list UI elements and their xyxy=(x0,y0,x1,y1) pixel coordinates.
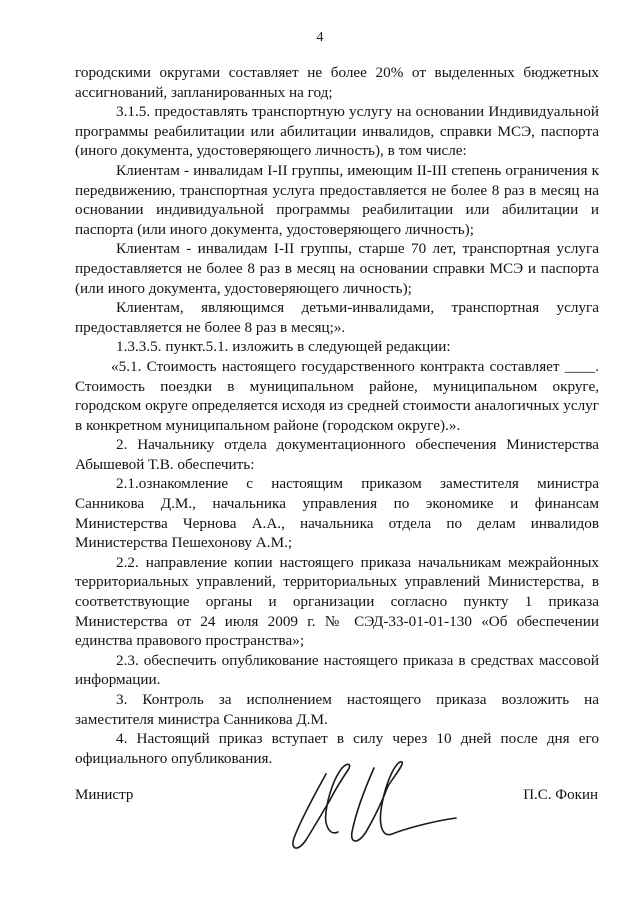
paragraph-clients-over-70: Клиентам - инвалидам I-II группы, старше 70 лет, транспортная услуга предоставляется не более 8 раз в месяц на основании справки МСЭ и паспорта (или иного документа, удостоверяющего личность); xyxy=(75,240,599,297)
handwritten-signature xyxy=(278,752,468,857)
paragraph-clients-group-restriction: Клиентам - инвалидам I-II группы, имеющим II-III степень ограничения к передвижению, транспортная услуга предоставляется не более 8 раз в месяц на основании индивидуальной программы реабилитации или абилитации и паспорта (или иного документа, удостоверяющего личность); xyxy=(75,161,599,238)
signer-name: П.С. Фокин xyxy=(523,787,598,803)
page-number: 4 xyxy=(316,30,324,45)
paragraph-4-effective: 4. Настоящий приказ вступает в силу через 10 дней после дня его официального опубликования. xyxy=(75,730,599,767)
paragraph-1-3-3-5: 1.3.3.5. пункт.5.1. изложить в следующей редакции: xyxy=(116,338,451,356)
paragraph-budget-continuation: городскими округами составляет не более 20% от выделенных бюджетных ассигнований, запланированных на год; xyxy=(75,64,599,101)
paragraph-5-1-contract-cost: «5.1. Стоимость настоящего государственного контракта составляет ____. Стоимость поездки в муниципальном районе, муниципальном округе, городском округе определяется исходя из средней стоимости аналогичных услуг в конкретном муниципальном районе (городском округе).». xyxy=(75,357,599,434)
paragraph-2-2-copies: 2.2. направление копии настоящего приказа начальникам межрайонных территориальных управлений, территориальных управлений Министерства, в соответствующие органы и организации согласно пункту 1 приказа Министерства от 24 июля 2009 г. № СЭД-33-01-01-130 «Об обеспечении единства правового пространства»; xyxy=(75,553,599,650)
signer-position: Министр xyxy=(75,787,134,803)
paragraph-3-control: 3. Контроль за исполнением настоящего приказа возложить на заместителя министра Санникова Д.М. xyxy=(75,691,599,728)
paragraph-3-1-5: 3.1.5. предоставлять транспортную услугу на основании Индивидуальной программы реабилитации или абилитации инвалидов, справки МСЭ, паспорта (иного документа, удостоверяющего личность), в том числе: xyxy=(75,103,599,160)
document-body xyxy=(75,63,599,768)
paragraph-2-3-publication: 2.3. обеспечить опубликование настоящего приказа в средствах массовой информации. xyxy=(75,651,599,689)
paragraph-2-1-familiarization: 2.1.ознакомление с настоящим приказом заместителя министра Санникова Д.М., начальника управления по экономике и финансам Министерства Чернова А.А., начальника отдела по делам инвалидов Министерства Пешехонову А.М.; xyxy=(75,475,599,552)
paragraph-clients-children: Клиентам, являющимся детьми-инвалидами, транспортная услуга предоставляется не более 8 раз в месяц;». xyxy=(75,299,599,336)
paragraph-2-documentation: 2. Начальнику отдела документационного обеспечения Министерства Абышевой Т.В. обеспечить: xyxy=(75,436,599,473)
